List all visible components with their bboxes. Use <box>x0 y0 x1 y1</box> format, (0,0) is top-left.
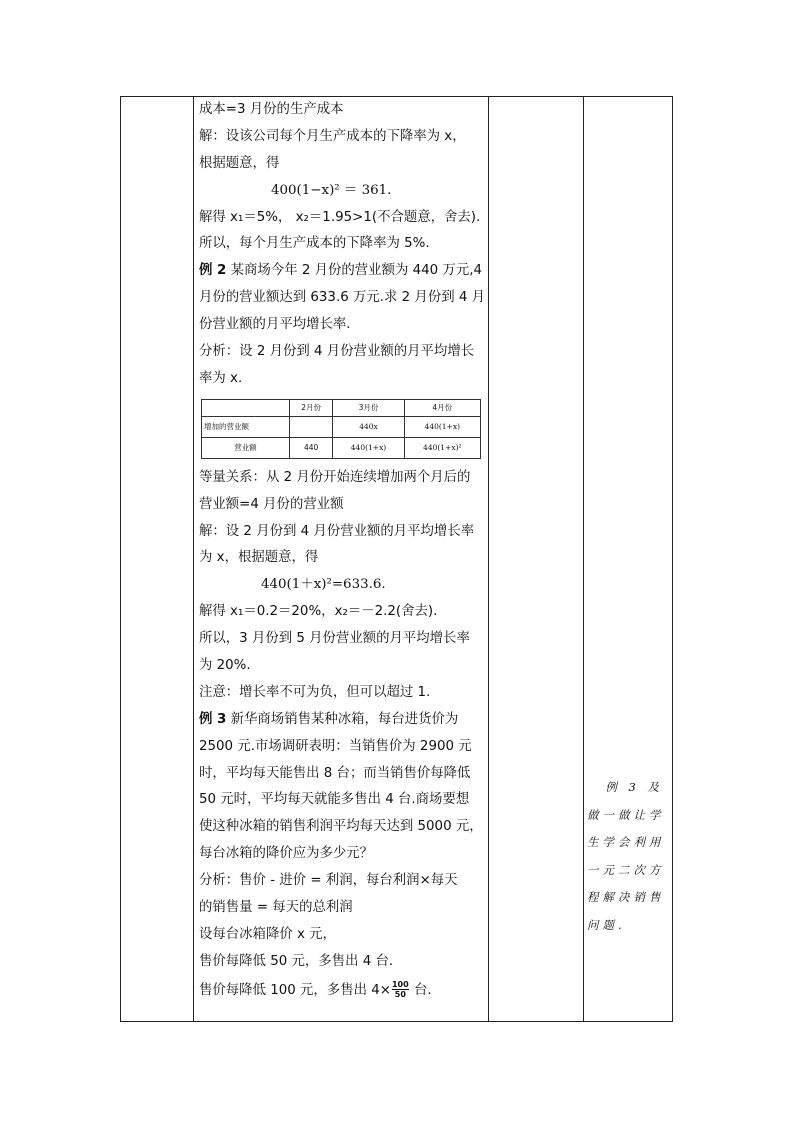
column-divider <box>583 97 584 1021</box>
text-line: 50 元时，平均每天就能多售出 4 台.商场要想 <box>199 792 470 808</box>
fraction <box>392 980 409 999</box>
text-line: 营业额=4 月份的营业额 <box>199 496 344 512</box>
text-line: 等量关系：从 2 月份开始连续增加两个月后的 <box>199 469 471 485</box>
text-line: 为 x，根据题意，得 <box>199 550 319 566</box>
text-line: 新华商场销售某种冰箱，每台进货价为 <box>226 711 459 727</box>
table-cell: 增加的营业额 <box>202 416 290 437</box>
note-line: 问题. <box>587 917 626 932</box>
equation: 440(1＋x)²=633.6. <box>261 577 386 593</box>
text-line: 的销售量 = 每天的总利润 <box>199 900 353 916</box>
note-line: 一元二次方 <box>587 862 665 877</box>
text-segment: 台. <box>409 982 432 998</box>
table-cell <box>289 416 333 437</box>
text-line: 注意：增长率不可为负，但可以超过 1. <box>199 684 431 700</box>
text-line: 解得 x₁＝0.2＝20%，x₂＝－2.2(舍去). <box>199 604 438 620</box>
text-line: 某商场今年 2 月份的营业额为 440 万元,4 <box>226 263 482 279</box>
text-line: 解：设该公司每个月生产成本的下降率为 x， <box>199 128 466 144</box>
text-line: 所以，每个月生产成本的下降率为 5%. <box>199 236 430 252</box>
text-line: 2500 元.市场调研表明：当销售价为 2900 元 <box>199 738 472 754</box>
text-line: 月份的营业额达到 633.6 万元.求 2 月份到 4 月 <box>199 290 486 306</box>
text-segment: 售价每降低 100 元，多售出 4× <box>199 982 391 998</box>
example-label: 例 2 <box>199 263 227 279</box>
table-cell: 440(1+x) <box>404 416 480 437</box>
text-line: 售价每降低 50 元，多售出 4 台. <box>199 953 394 969</box>
table-header: 3月份 <box>333 399 404 416</box>
table-cell: 440x <box>333 416 404 437</box>
fraction-denominator: 50 <box>394 990 406 1000</box>
text-line-with-fraction <box>199 976 489 1006</box>
text-line: 每台冰箱的降价应为多少元？ <box>199 846 374 862</box>
text-line: 解得 x₁＝5%， x₂＝1.95>1(不合题意，舍去). <box>199 209 481 225</box>
text-line: 分析：设 2 月份到 4 月份营业额的月平均增长 <box>199 344 475 360</box>
fraction-numerator: 100 <box>391 980 409 990</box>
column-divider <box>193 97 194 1021</box>
example-3-heading <box>199 707 489 734</box>
note-line: 做一做让学 <box>587 807 665 822</box>
table-cell: 440(1+x)² <box>404 437 480 458</box>
note-line: 生学会利用 <box>587 835 665 849</box>
example-label: 例 3 <box>199 711 227 727</box>
text-line: 时，平均每天能售出 8 台；而当销售价每降低 <box>199 765 471 781</box>
teaching-content <box>199 97 489 1006</box>
design-intent-note <box>587 774 665 939</box>
text-line: 所以，3 月份到 5 月份营业额的月平均增长率 <box>199 631 470 647</box>
equation: 400(1−x)² ＝ 361. <box>271 182 392 198</box>
text-line: 根据题意，得 <box>199 155 280 171</box>
text-line: 为 20%. <box>199 658 251 674</box>
table-header: 4月份 <box>404 399 480 416</box>
note-line: 例 3 及 <box>605 780 663 794</box>
lesson-table <box>120 96 673 1022</box>
note-line: 程解决销售 <box>587 890 665 904</box>
table-header <box>202 399 290 416</box>
text-line: 解：设 2 月份到 4 月份营业额的月平均增长率 <box>199 523 475 539</box>
text-line: 率为 x. <box>199 370 243 386</box>
revenue-table <box>201 399 481 459</box>
text-line: 成本=3 月份的生产成本 <box>199 102 344 117</box>
text-line: 份营业额的月平均增长率. <box>199 317 351 333</box>
text-line: 使这种冰箱的销售利润平均每天达到 5000 元， <box>199 819 483 835</box>
table-header: 2月份 <box>289 399 333 416</box>
table-cell: 440 <box>289 437 333 458</box>
table-cell: 440(1+x) <box>333 437 404 458</box>
text-line: 分析：售价 - 进价 = 利润，每台利润×每天 <box>199 873 458 889</box>
table-cell: 营业额 <box>202 437 290 458</box>
text-line: 设每台冰箱降价 x 元， <box>199 926 336 942</box>
example-2-heading <box>199 258 489 285</box>
